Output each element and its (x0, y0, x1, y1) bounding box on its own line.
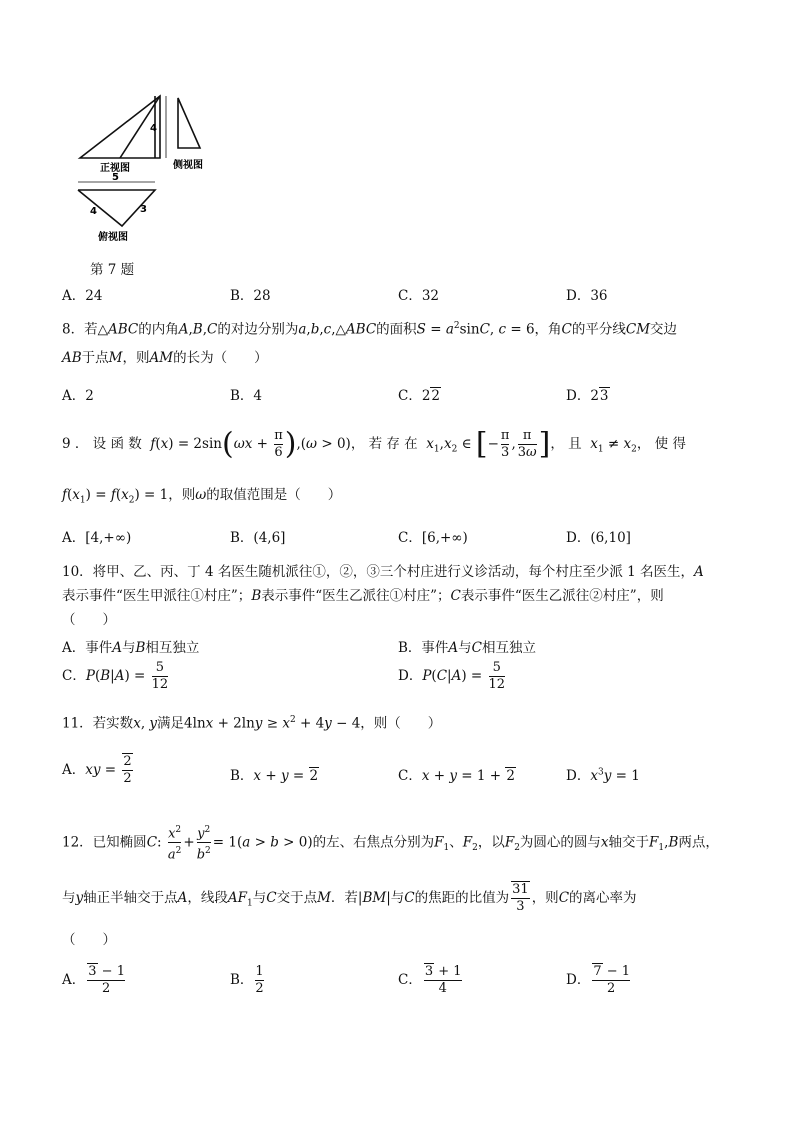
figure-caption: 第 7 题 (90, 262, 135, 278)
q11-option-c[interactable]: C．x + y = 1 + 2 (398, 768, 515, 784)
q11-stem: 11．若实数x, y满足$4\ln x + 2\ln y \ge x^2 + 4y - 4$，则（ ） (62, 715, 442, 732)
q9-option-a[interactable]: A．[4,+∞) (62, 530, 132, 546)
front-height-label: 4 (150, 123, 157, 134)
q9-option-b[interactable]: B．(4,6] (230, 530, 286, 546)
q12-stem-line2: 与y轴正半轴交于点A，线段$AF_1$与C交于点M．若|BM|与C的焦距的比值为 $\frac{31}{3}$ ，则C的离心率为 (62, 882, 637, 914)
q8-option-a[interactable]: A．2 (62, 388, 94, 404)
q12-option-a[interactable]: A． $\frac{3 - 1}{2}$ (62, 964, 125, 996)
q9-option-d[interactable]: D．(6,10] (566, 530, 631, 546)
q10-option-c[interactable]: C．P(B|A) = $\frac{5}{12}$ (62, 660, 169, 692)
three-view-figure (60, 88, 240, 248)
q8-option-d[interactable]: D．23 (566, 388, 609, 404)
q7-option-b[interactable]: B．28 (230, 288, 271, 304)
q7-option-c[interactable]: C．32 (398, 288, 440, 304)
q12-option-b[interactable]: B． $\frac{1}{2}$ (230, 964, 264, 996)
q9-stem-line1: 9 ． 设 函 数 f(x) = 2sin(ωx + $\frac{\pi}{6}$ ),(ω > 0)， 若 存 在 $x_1,x_2$ ∈ [− $\frac{\pi}{3}$ , $\frac{\pi}{3\omega}$ ]， 且 $x_1 \ne x_2$， 使 得 (62, 426, 686, 462)
q10-option-b[interactable]: B．事件A与C相互独立 (398, 640, 537, 656)
q8-stem-line1: 8．若△ABC的内角A,B,C的对边分别为a,b,c,△ABC的面积$S = a^2\sin C$, c = 6，角C的平分线CM交边 (62, 321, 678, 338)
side-view-label: 侧视图 (173, 160, 203, 171)
q12-option-d[interactable]: D． $\frac{7 - 1}{2}$ (566, 964, 631, 996)
side-view (178, 98, 200, 148)
top-width-label: 5 (112, 172, 119, 183)
front-view-label: 正视图 (100, 163, 130, 174)
q8-stem-line2: AB于点M，则AM的长为（ ） (62, 350, 268, 366)
q10-option-d[interactable]: D．P(C|A) = $\frac{5}{12}$ (398, 660, 506, 692)
q12-stem-line1: 12．已知椭圆C: $\frac{x^2}{a^2}$ + $\frac{y^2}{b^2}$ = 1(a > b > 0)的左、右焦点分别为$F_1$、$F_2$，以$F_2$为圆心的圆与x轴交于$F_1,B$两点， (62, 825, 719, 863)
q8-option-b[interactable]: B．4 (230, 388, 263, 404)
front-view (80, 96, 160, 158)
q9-stem-line2: $f(x_1) = f(x_2) = 1$，则ω的取值范围是（ ） (62, 487, 342, 506)
q11-option-a[interactable]: A．xy = $\frac{2}{2}$ (62, 754, 132, 786)
q9-option-c[interactable]: C．[6,+∞) (398, 530, 468, 546)
q12-option-c[interactable]: C． $\frac{3 + 1}{4}$ (398, 964, 462, 996)
top-right-label: 3 (140, 204, 147, 215)
q10-option-a[interactable]: A．事件A与B相互独立 (62, 640, 200, 656)
q11-option-d[interactable]: D．$x^3y = 1$ (566, 767, 640, 784)
q8-option-c[interactable]: C．22 (398, 388, 441, 404)
q7-option-d[interactable]: D．36 (566, 288, 608, 304)
q10-stem-line3: （ ） (62, 612, 116, 628)
q7-option-a[interactable]: A．24 (62, 288, 103, 304)
q10-stem-line2: 表示事件“医生甲派往①村庄”；B表示事件“医生乙派往①村庄”；C表示事件“医生乙派往②村庄”，则 (62, 588, 664, 604)
q11-option-b[interactable]: B．x + y = 2 (230, 768, 319, 784)
q10-stem-line1: 10．将甲、乙、丙、丁 4 名医生随机派往①，②，③三个村庄进行义诊活动，每个村庄至少派 1 名医生，A (62, 564, 704, 580)
top-left-label: 4 (90, 206, 97, 217)
q12-stem-line3: （ ） (62, 932, 116, 948)
top-view-label: 俯视图 (98, 232, 128, 243)
